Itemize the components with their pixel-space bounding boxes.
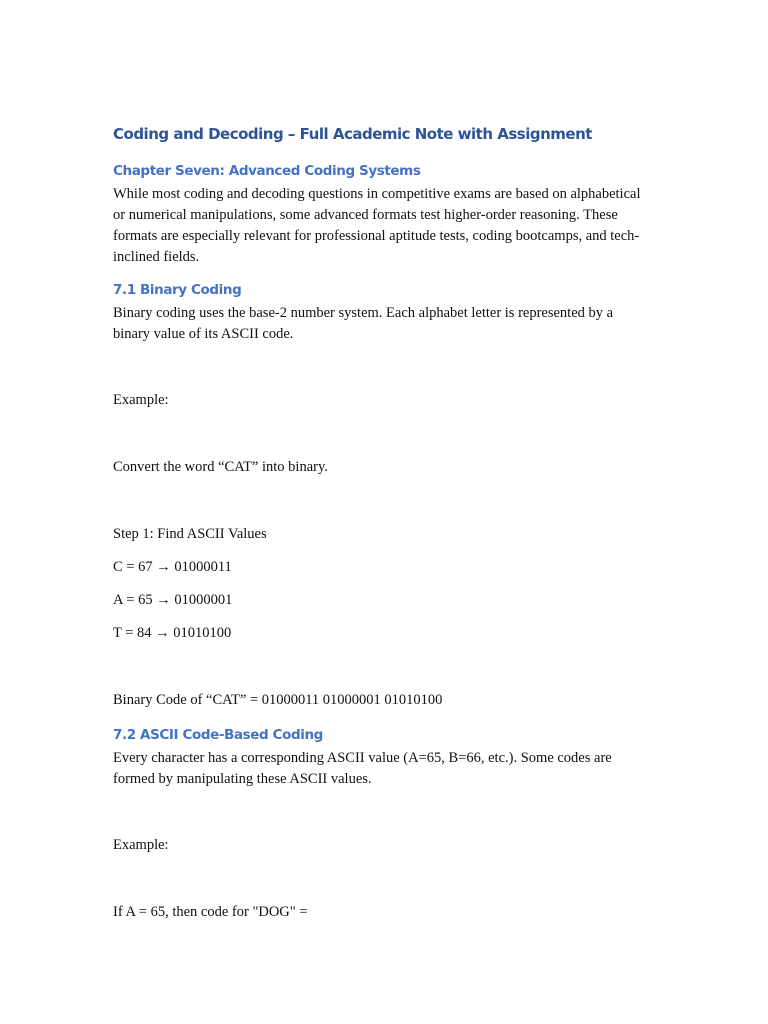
binary-line-t: T = 84 → 01010100 xyxy=(113,625,232,641)
section-binary-heading: 7.1 Binary Coding xyxy=(113,282,242,298)
binary-line-c: C = 67 → 01000011 xyxy=(113,559,232,575)
section-binary-paragraph: Binary coding uses the base-2 number system. Each alphabet letter is represented by a binary value of its ASCII code. xyxy=(113,305,614,342)
ascii-example-label: Example: xyxy=(113,837,169,853)
binary-result: Binary Code of “CAT” = 01000011 01000001 01010100 xyxy=(113,692,443,708)
section-ascii-heading: 7.2 ASCII Code-Based Coding xyxy=(113,727,323,743)
binary-line-a: A = 65 → 01000001 xyxy=(113,592,233,608)
ascii-example-task: If A = 65, then code for "DOG" = xyxy=(113,904,308,920)
document-title: Coding and Decoding – Full Academic Note with Assignment xyxy=(113,125,592,143)
binary-example-task: Convert the word “CAT” into binary. xyxy=(113,459,328,475)
binary-example-label: Example: xyxy=(113,392,169,408)
chapter-heading: Chapter Seven: Advanced Coding Systems xyxy=(113,163,421,179)
chapter-intro-paragraph: While most coding and decoding questions in competitive exams are based on alphabetical or numerical manipulations, some advanced formats test higher-order reasoning. These formats are especially relevant for professional aptitude tests, coding bootcamps, and tech-inclined fields. xyxy=(113,186,641,265)
binary-step-1: Step 1: Find ASCII Values xyxy=(113,526,267,542)
section-ascii-paragraph: Every character has a corresponding ASCII value (A=65, B=66, etc.). Some codes are formed by manipulating these ASCII values. xyxy=(113,750,612,787)
